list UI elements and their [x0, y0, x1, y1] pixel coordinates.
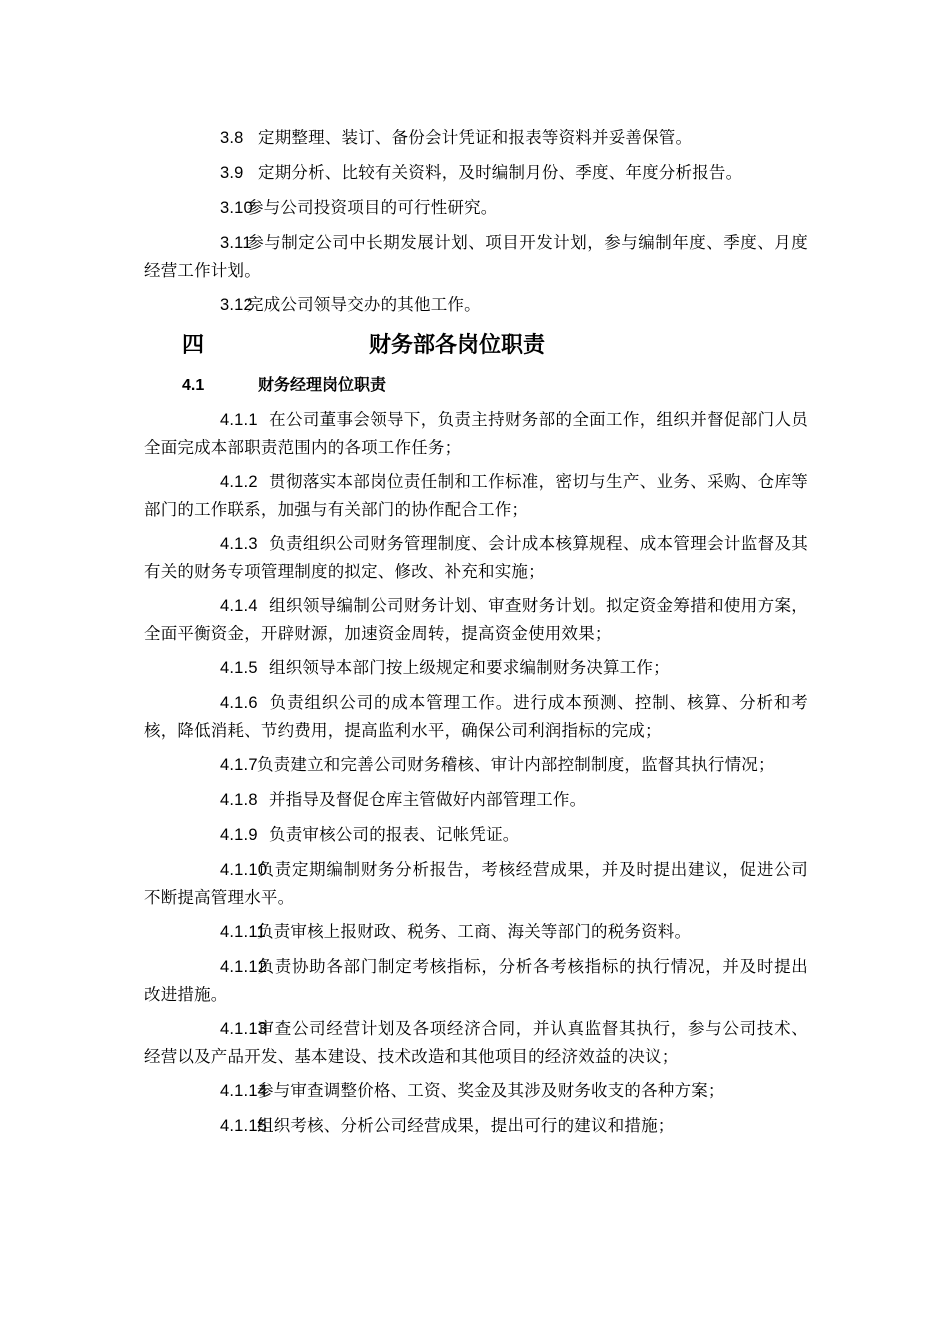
list-item-4-1-2 — [144, 468, 808, 523]
item-text: 组织领导编制公司财务计划、审查财务计划。拟定资金筹措和使用方案，全面平衡资金，开辟财源，加速资金周转，提高资金使用效果； — [144, 596, 808, 643]
item-text: 负责组织公司的成本管理工作。进行成本预测、控制、核算、分析和考核，降低消耗、节约费用，提高监利水平，确保公司利润指标的完成； — [144, 693, 808, 740]
item-number: 4.1.1 — [220, 411, 258, 429]
item-number: 4.1.15 — [220, 1117, 268, 1135]
item-text: 负责审核公司的报表、记帐凭证。 — [269, 825, 520, 844]
list-item-3-12 — [144, 291, 808, 319]
list-item-4-1-14 — [144, 1077, 808, 1105]
item-number: 4.1.11 — [220, 923, 266, 941]
item-text: 负责组织公司财务管理制度、会计成本核算规程、成本管理会计监督及其有关的财务专项管理制度的拟定、修改、补充和实施； — [144, 534, 808, 581]
subsection-title: 财务经理岗位职责 — [258, 375, 387, 394]
document-body — [144, 124, 808, 1147]
list-item-4-1-6 — [144, 689, 808, 744]
list-item-3-8 — [144, 124, 808, 152]
item-number: 4.1.3 — [220, 535, 258, 553]
list-item-4-1-8 — [144, 786, 808, 814]
item-text: 贯彻落实本部岗位责任制和工作标准，密切与生产、业务、采购、仓库等部门的工作联系，加强与有关部门的协作配合工作； — [144, 472, 808, 519]
item-text: 负责协助各部门制定考核指标，分析各考核指标的执行情况，并及时提出改进措施。 — [144, 957, 808, 1004]
item-text: 参与审查调整价格、工资、奖金及其涉及财务收支的各种方案； — [257, 1081, 725, 1100]
item-text: 定期分析、比较有关资料，及时编制月份、季度、年度分析报告。 — [258, 163, 743, 182]
item-text: 负责审核上报财政、税务、工商、海关等部门的税务资料。 — [257, 922, 692, 941]
list-item-4-1-12 — [144, 953, 808, 1008]
list-item-3-11 — [144, 229, 808, 284]
list-item-3-9 — [144, 159, 808, 187]
item-text: 组织考核、分析公司经营成果，提出可行的建议和措施； — [257, 1116, 675, 1135]
subsection-heading — [182, 371, 808, 399]
item-number: 4.1.5 — [220, 659, 258, 677]
item-text: 参与公司投资项目的可行性研究。 — [247, 198, 498, 217]
item-number: 4.1.8 — [220, 791, 258, 809]
item-number: 3.12 — [220, 296, 253, 314]
item-text: 并指导及督促仓库主管做好内部管理工作。 — [269, 790, 587, 809]
list-item-4-1-5 — [144, 654, 808, 682]
item-number: 4.1.2 — [220, 473, 258, 491]
item-number: 4.1.9 — [220, 826, 258, 844]
item-number: 4.1.14 — [220, 1082, 268, 1100]
section-number: 四 — [182, 333, 205, 358]
item-number: 3.8 — [220, 129, 244, 147]
item-number: 3.11 — [220, 234, 252, 252]
list-item-4-1-15 — [144, 1112, 808, 1140]
item-text: 完成公司领导交办的其他工作。 — [247, 295, 481, 314]
item-text: 定期整理、装订、备份会计凭证和报表等资料并妥善保管。 — [258, 128, 693, 147]
item-number: 3.9 — [220, 164, 244, 182]
list-item-4-1-9 — [144, 821, 808, 849]
list-item-4-1-13 — [144, 1015, 808, 1070]
subsection-number: 4.1 — [182, 377, 205, 394]
item-text: 在公司董事会领导下，负责主持财务部的全面工作，组织并督促部门人员全面完成本部职责范围内的各项工作任务； — [144, 410, 808, 457]
list-item-4-1-4 — [144, 592, 808, 647]
item-number: 4.1.12 — [220, 958, 268, 976]
item-text: 审查公司经营计划及各项经济合同，并认真监督其执行，参与公司技术、经营以及产品开发、基本建设、技术改造和其他项目的经济效益的决议； — [144, 1019, 808, 1066]
item-text: 组织领导本部门按上级规定和要求编制财务决算工作； — [269, 658, 670, 677]
item-text: 负责建立和完善公司财务稽核、审计内部控制制度，监督其执行情况； — [257, 755, 775, 774]
list-item-3-10 — [144, 194, 808, 222]
item-text: 负责定期编制财务分析报告，考核经营成果，并及时提出建议，促进公司不断提高管理水平。 — [144, 860, 808, 907]
section-title: 财务部各岗位职责 — [369, 333, 546, 358]
list-item-4-1-1 — [144, 406, 808, 461]
list-item-4-1-3 — [144, 530, 808, 585]
item-text: 参与制定公司中长期发展计划、项目开发计划，参与编制年度、季度、月度经营工作计划。 — [144, 233, 808, 280]
item-number: 4.1.13 — [220, 1020, 268, 1038]
list-item-4-1-7 — [144, 751, 808, 779]
item-number: 4.1.10 — [220, 861, 268, 879]
item-number: 4.1.4 — [220, 597, 258, 615]
item-number: 3.10 — [220, 199, 253, 217]
item-number: 4.1.6 — [220, 694, 258, 712]
item-number: 4.1.7 — [220, 756, 258, 774]
list-item-4-1-11 — [144, 918, 808, 946]
section-heading — [182, 331, 808, 361]
list-item-4-1-10 — [144, 856, 808, 911]
